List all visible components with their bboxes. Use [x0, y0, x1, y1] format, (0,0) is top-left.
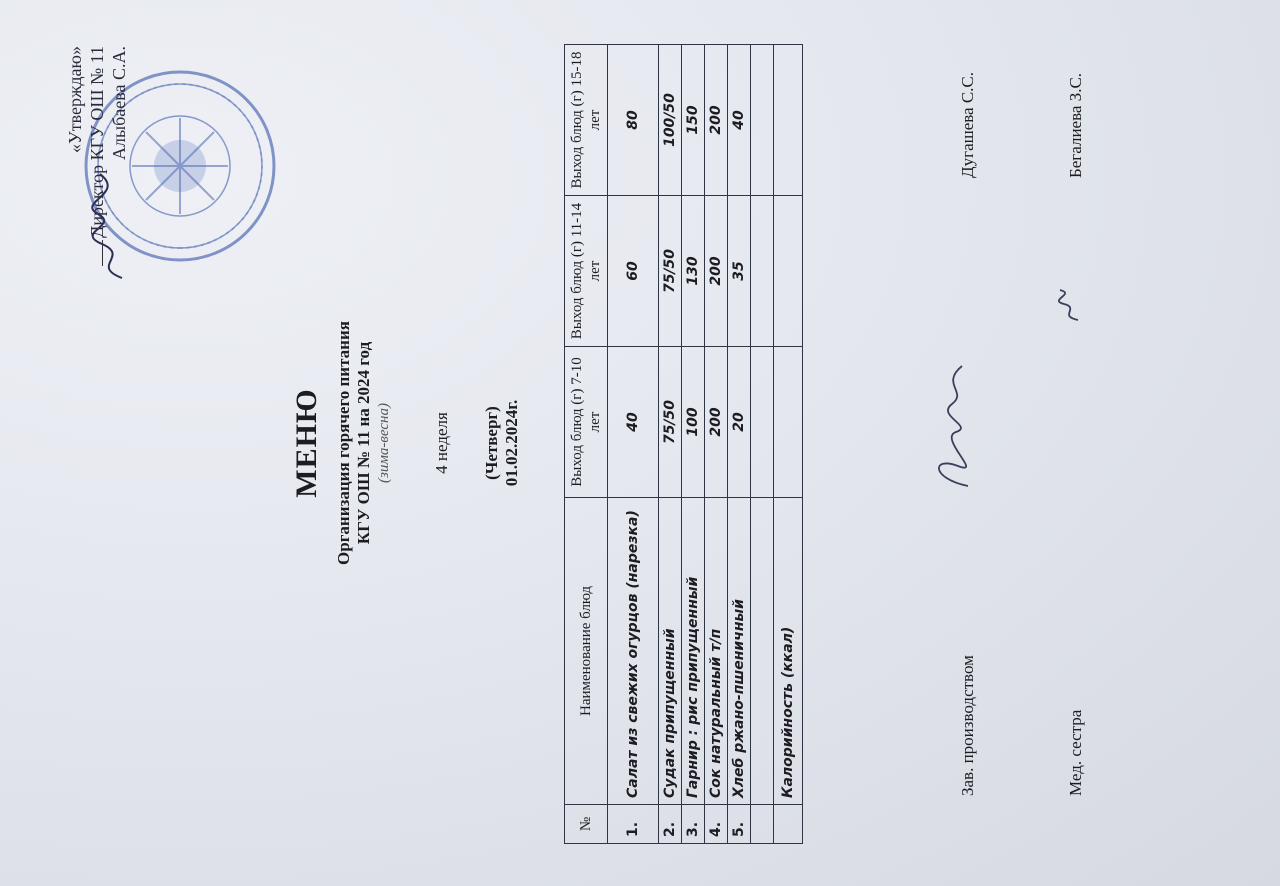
portion-7-10: 200: [705, 347, 728, 498]
portion-7-10: 100: [682, 347, 705, 498]
table-row: [659, 45, 682, 844]
col-header-dish: Наименование блюд: [565, 498, 608, 805]
org-line-1: Организация горячего питания: [334, 321, 353, 565]
manager-signature: [918, 356, 988, 496]
col-header-15-18: Выход блюд (г) 15-18 лет: [565, 45, 608, 196]
menu-table: [564, 44, 803, 844]
portion-11-14: 200: [705, 196, 728, 347]
approval-heading: «Утверждаю»: [65, 46, 85, 154]
org-line-2: КГУ ОШ № 11 на 2024 год: [354, 341, 373, 545]
portion-7-10: 20: [728, 347, 751, 498]
dish-name: Сок натуральный т/п: [705, 498, 728, 805]
portion-11-14: 130: [682, 196, 705, 347]
portion-15-18: 200: [705, 45, 728, 196]
portion-11-14: 60: [608, 196, 659, 347]
portion-11-14: 35: [728, 196, 751, 347]
dish-name: Салат из свежих огурцов (нарезка): [608, 498, 659, 805]
dish-name: Гарнир : рис припущенный: [682, 498, 705, 805]
portion-7-10: 75/50: [659, 347, 682, 498]
approval-director-name: Алыбаева С.А.: [109, 46, 129, 160]
portion-7-10: 40: [608, 347, 659, 498]
row-number: 3.: [682, 805, 705, 844]
season-label: (зима-весна): [376, 403, 392, 483]
menu-date: 01.02.2024г.: [502, 399, 521, 487]
approval-director-text: Директор КГУ ОШ № 11: [87, 46, 107, 238]
col-header-11-14: Выход блюд (г) 11-14 лет: [565, 196, 608, 347]
table-row: [705, 45, 728, 844]
dish-name: Судак припущенный: [659, 498, 682, 805]
row-number: 1.: [608, 805, 659, 844]
row-number: 4.: [705, 805, 728, 844]
row-number: 5.: [728, 805, 751, 844]
table-header-row: [565, 45, 608, 844]
table-row: [682, 45, 705, 844]
week-label: 4 неделя: [432, 412, 451, 474]
calories-row: [774, 45, 803, 844]
col-header-number: №: [565, 805, 608, 844]
table-row-empty: [751, 45, 774, 844]
dish-name: Хлеб ржано-пшеничный: [728, 498, 751, 805]
manager-name: Дугашева С.С.: [958, 71, 977, 178]
portion-11-14: 75/50: [659, 196, 682, 347]
manager-role: Зав. производством: [958, 655, 977, 796]
organization-block: [334, 0, 394, 886]
table-row: [728, 45, 751, 844]
portion-15-18: 100/50: [659, 45, 682, 196]
portion-15-18: 150: [682, 45, 705, 196]
page-title: МЕНЮ: [290, 388, 323, 498]
nurse-name: Бегалиева З.С.: [1066, 72, 1085, 178]
col-header-7-10: Выход блюд (г) 7-10 лет: [565, 347, 608, 498]
portion-15-18: 80: [608, 45, 659, 196]
portion-15-18: 40: [728, 45, 751, 196]
nurse-signature: [1050, 286, 1090, 326]
row-number: 2.: [659, 805, 682, 844]
table-row: [608, 45, 659, 844]
nurse-role: Мед. сестра: [1066, 709, 1085, 796]
director-signature: [80, 166, 140, 286]
calories-label: Калорийность (ккал): [774, 498, 803, 805]
day-of-week: (Четверг): [482, 406, 501, 480]
day-block: [482, 0, 522, 886]
